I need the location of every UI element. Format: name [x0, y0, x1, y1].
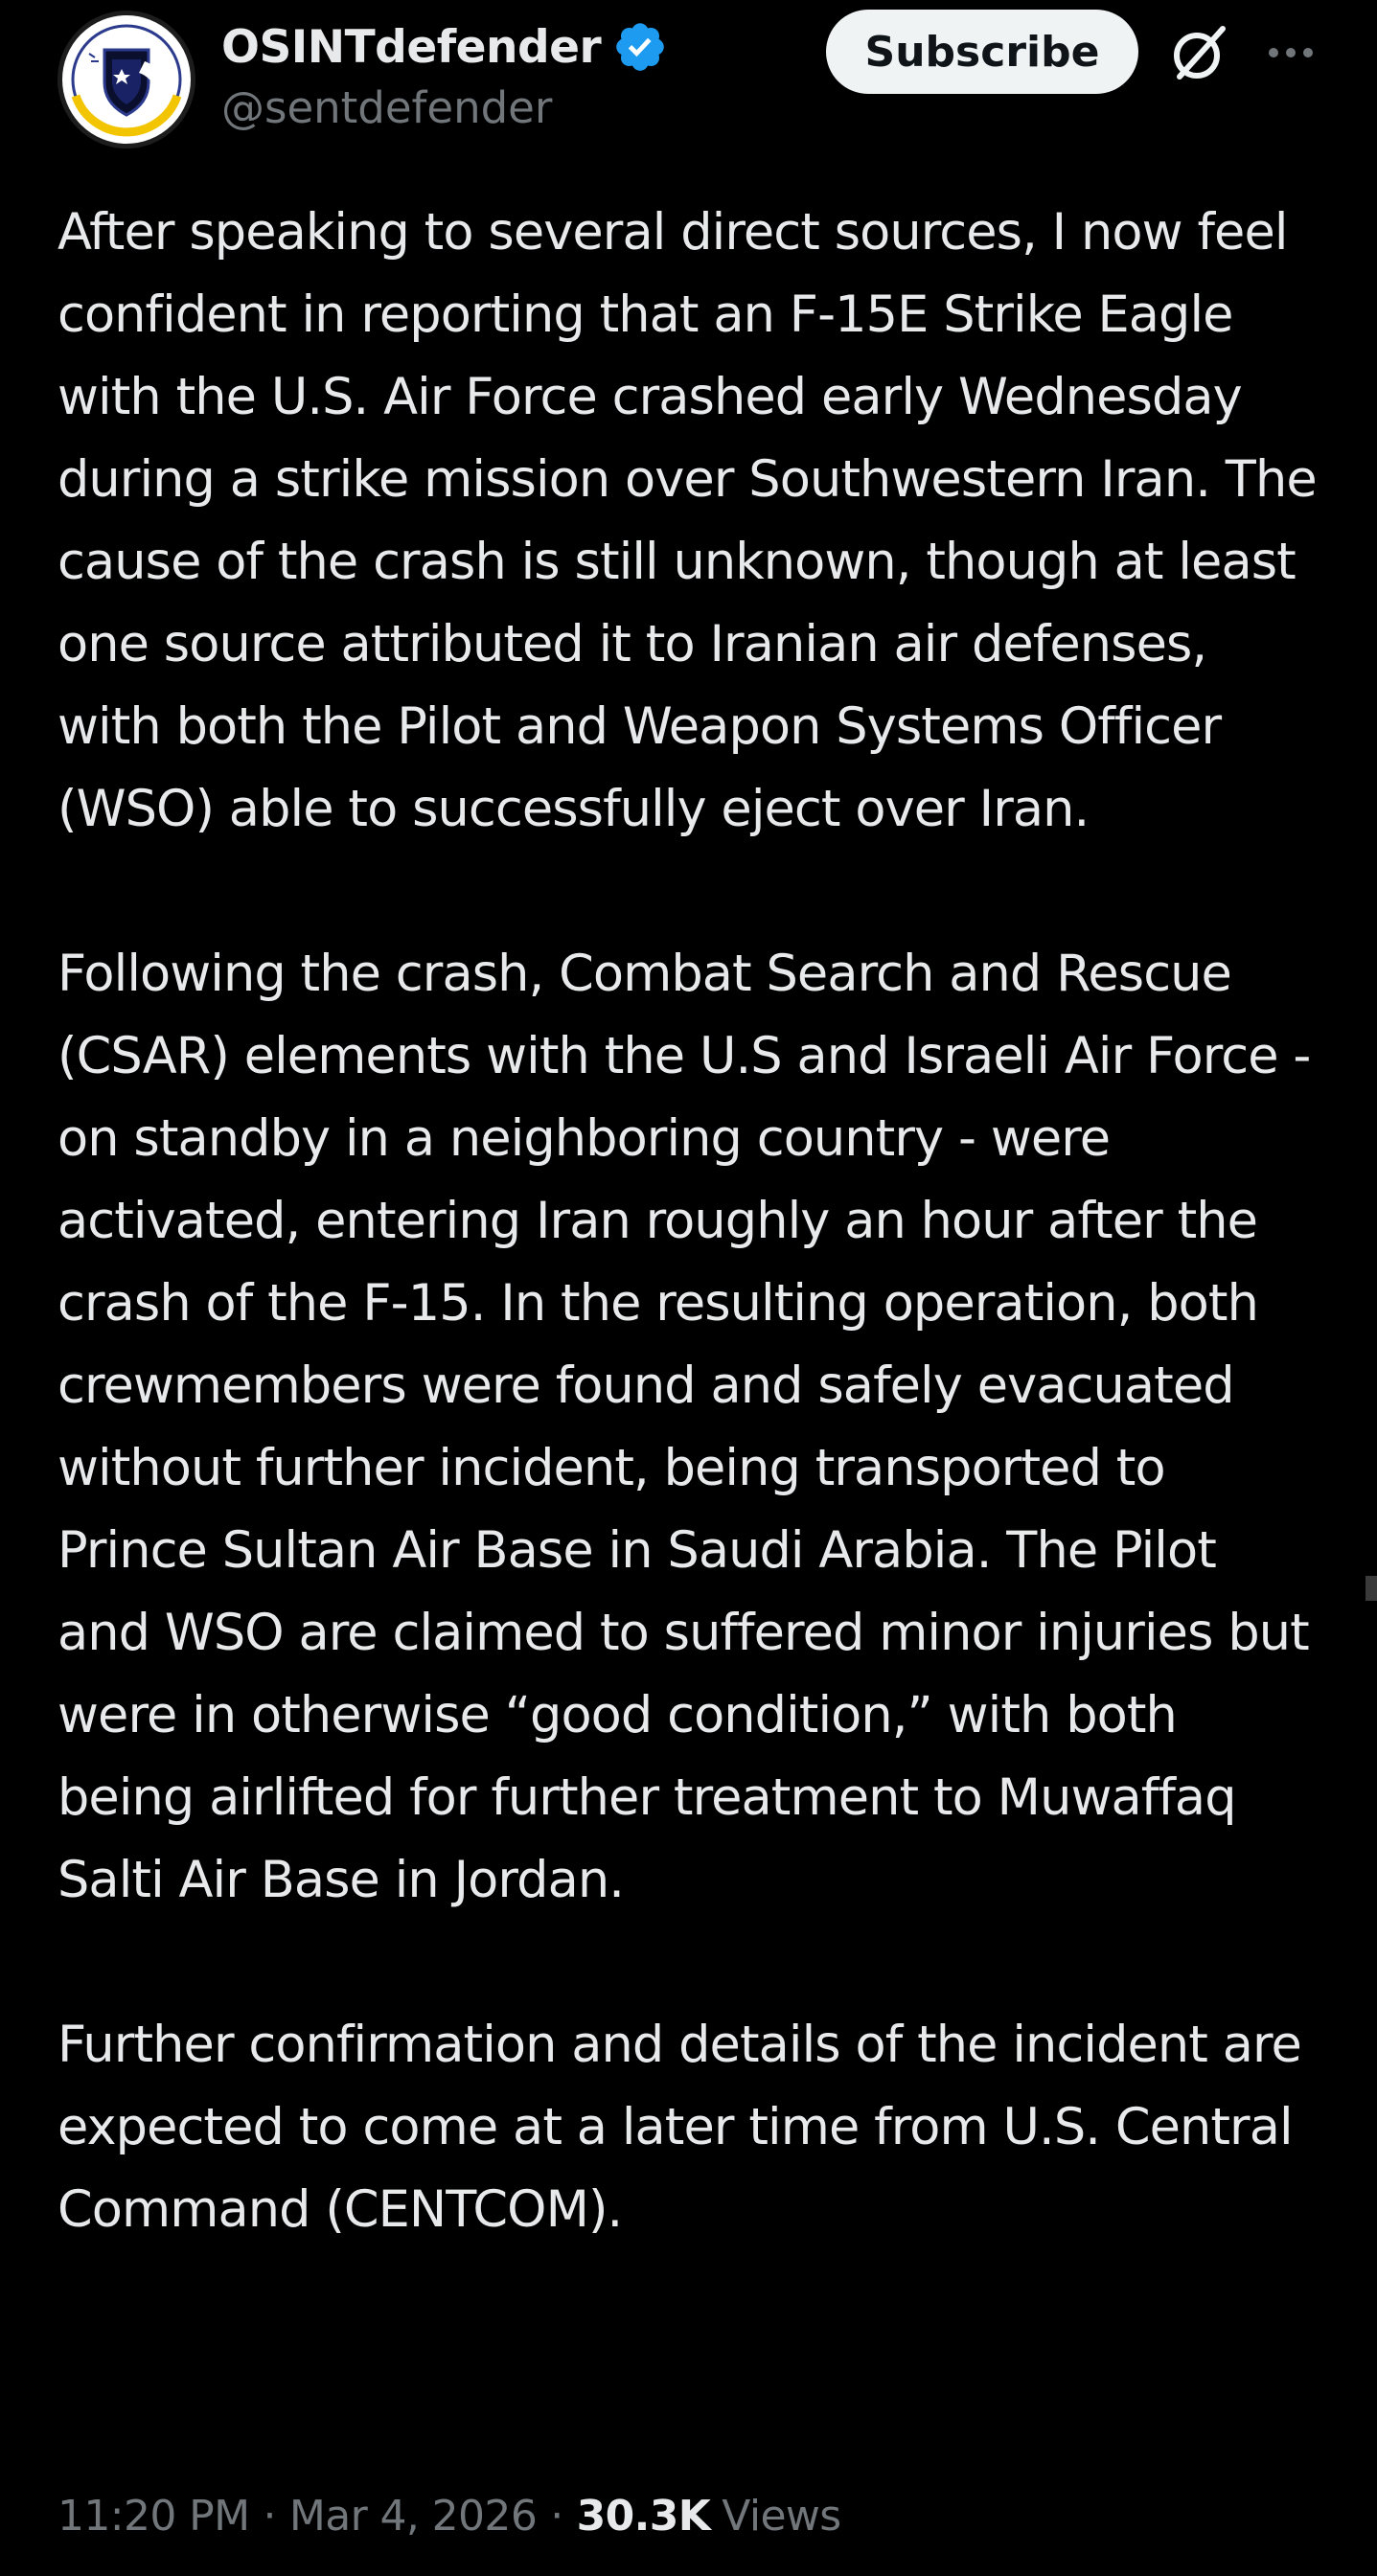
post-paragraph: Further confirmation and details of the incident are expected to come at a later time from U.S. Central Command (CENTCOM). [57, 2016, 1301, 2239]
author-handle[interactable]: @sentdefender [221, 82, 553, 133]
subscribe-button[interactable]: Subscribe [826, 10, 1138, 94]
verified-badge-icon[interactable] [612, 19, 668, 75]
views-count[interactable]: 30.3K [576, 2491, 711, 2541]
post-date[interactable]: Mar 4, 2026 [288, 2491, 538, 2541]
post-header [0, 0, 1377, 168]
post-paragraph: Following the crash, Combat Search and Rescue (CSAR) elements with the U.S and Israeli Air Force - on standby in a neighboring country - were activated, entering Iran roughly an hour after the crash of the F-15. In the resulting operation, both crewmembers were found and safely evacuated without further incident, being transported to Prince Sultan Air Base in Saudi Arabia. The Pilot and WSO are claimed to suffered minor injuries but were in otherwise “good condition,” with both being airlifted for further treatment to Muwaffaq Salti Air Base in Jordan. [57, 945, 1311, 1909]
post-text [57, 192, 1322, 2251]
post-time[interactable]: 11:20 PM [57, 2491, 250, 2541]
meta-separator: · [263, 2491, 276, 2541]
author-display-name[interactable]: OSINTdefender [221, 20, 602, 74]
grok-icon[interactable] [1167, 21, 1230, 84]
scrollbar-handle[interactable] [1366, 1576, 1377, 1601]
osintdefender-shield-logo-icon [62, 15, 191, 144]
more-options-icon[interactable] [1265, 36, 1317, 69]
meta-separator: · [550, 2491, 563, 2541]
author-name-row[interactable] [221, 13, 668, 80]
post-paragraph: After speaking to several direct sources, I now feel confident in reporting that an F-15E Strike Eagle with the U.S. Air Force crashed early Wednesday during a strike mission over Southwestern Iran. The cause of the crash is still unknown, though at least one source attributed it to Iranian air defenses, with both the Pilot and Weapon Systems Officer (WSO) able to successfully eject over Iran. [57, 203, 1317, 838]
views-label: Views [722, 2491, 841, 2541]
avatar[interactable] [57, 11, 195, 148]
post-metadata [57, 2482, 841, 2549]
